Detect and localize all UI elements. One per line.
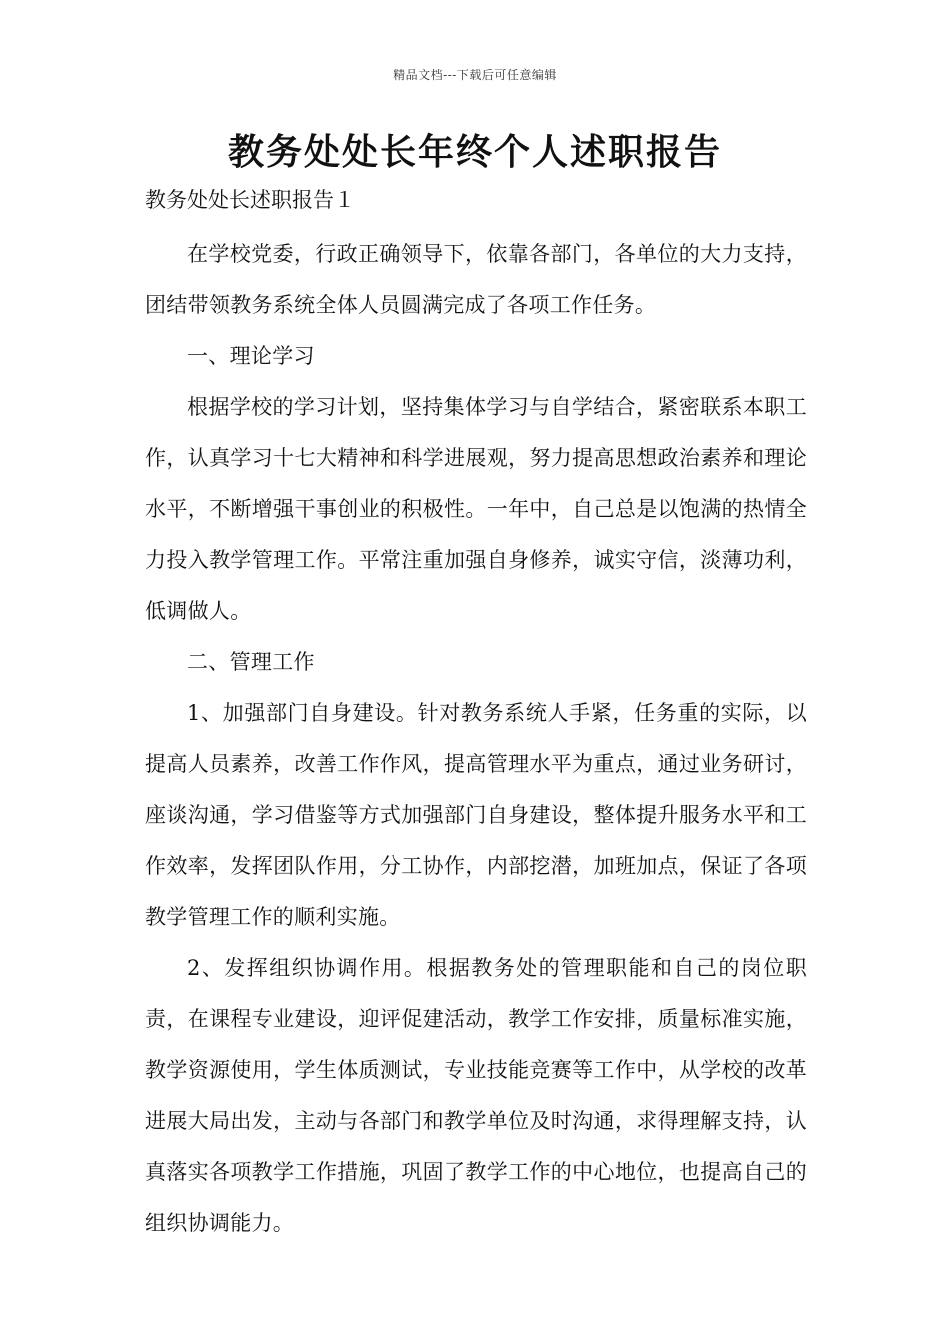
document-body xyxy=(145,229,807,1249)
heading-theory-study: 一、理论学习 xyxy=(187,344,315,368)
heading-management-work: 二、管理工作 xyxy=(187,650,315,674)
paragraph-intro: 在学校党委，行政正确领导下，依靠各部门，各单位的大力支持，团结带领教务系统全体人员圆满完成了各项工作任务。 xyxy=(145,242,807,317)
page-title: 教务处处长年终个人述职报告 xyxy=(227,132,722,173)
header-note: 精品文档---下载后可任意编辑 xyxy=(393,68,557,82)
paragraph-department-building: 1、加强部门自身建设。针对教务系统人手紧，任务重的实际，以提高人员素养，改善工作作风，提高管理水平为重点，通过业务研讨，座谈沟通，学习借鉴等方式加强部门自身建设，整体提升服务水平和工作效率，发挥团队作用，分工协作，内部挖潜，加班加点，保证了各项教学管理工作的顺利实施。 xyxy=(145,701,807,929)
section-subtitle: 教务处处长述职报告１ xyxy=(145,188,355,212)
paragraph-theory-study: 根据学校的学习计划，坚持集体学习与自学结合，紧密联系本职工作，认真学习十七大精神和科学进展观，努力提高思想政治素养和理论水平，不断增强干事创业的积极性。一年中，自己总是以饱满的热情全力投入教学管理工作。平常注重加强自身修养，诚实守信，淡薄功利，低调做人。 xyxy=(145,395,807,623)
paragraph-coordination: 2、发挥组织协调作用。根据教务处的管理职能和自己的岗位职责，在课程专业建设，迎评促建活动，教学工作安排，质量标准实施，教学资源使用，学生体质测试，专业技能竞赛等工作中，从学校的改革进展大局出发，主动与各部门和教学单位及时沟通，求得理解支持，认真落实各项教学工作措施，巩固了教学工作的中心地位，也提高自己的组织协调能力。 xyxy=(145,956,807,1235)
